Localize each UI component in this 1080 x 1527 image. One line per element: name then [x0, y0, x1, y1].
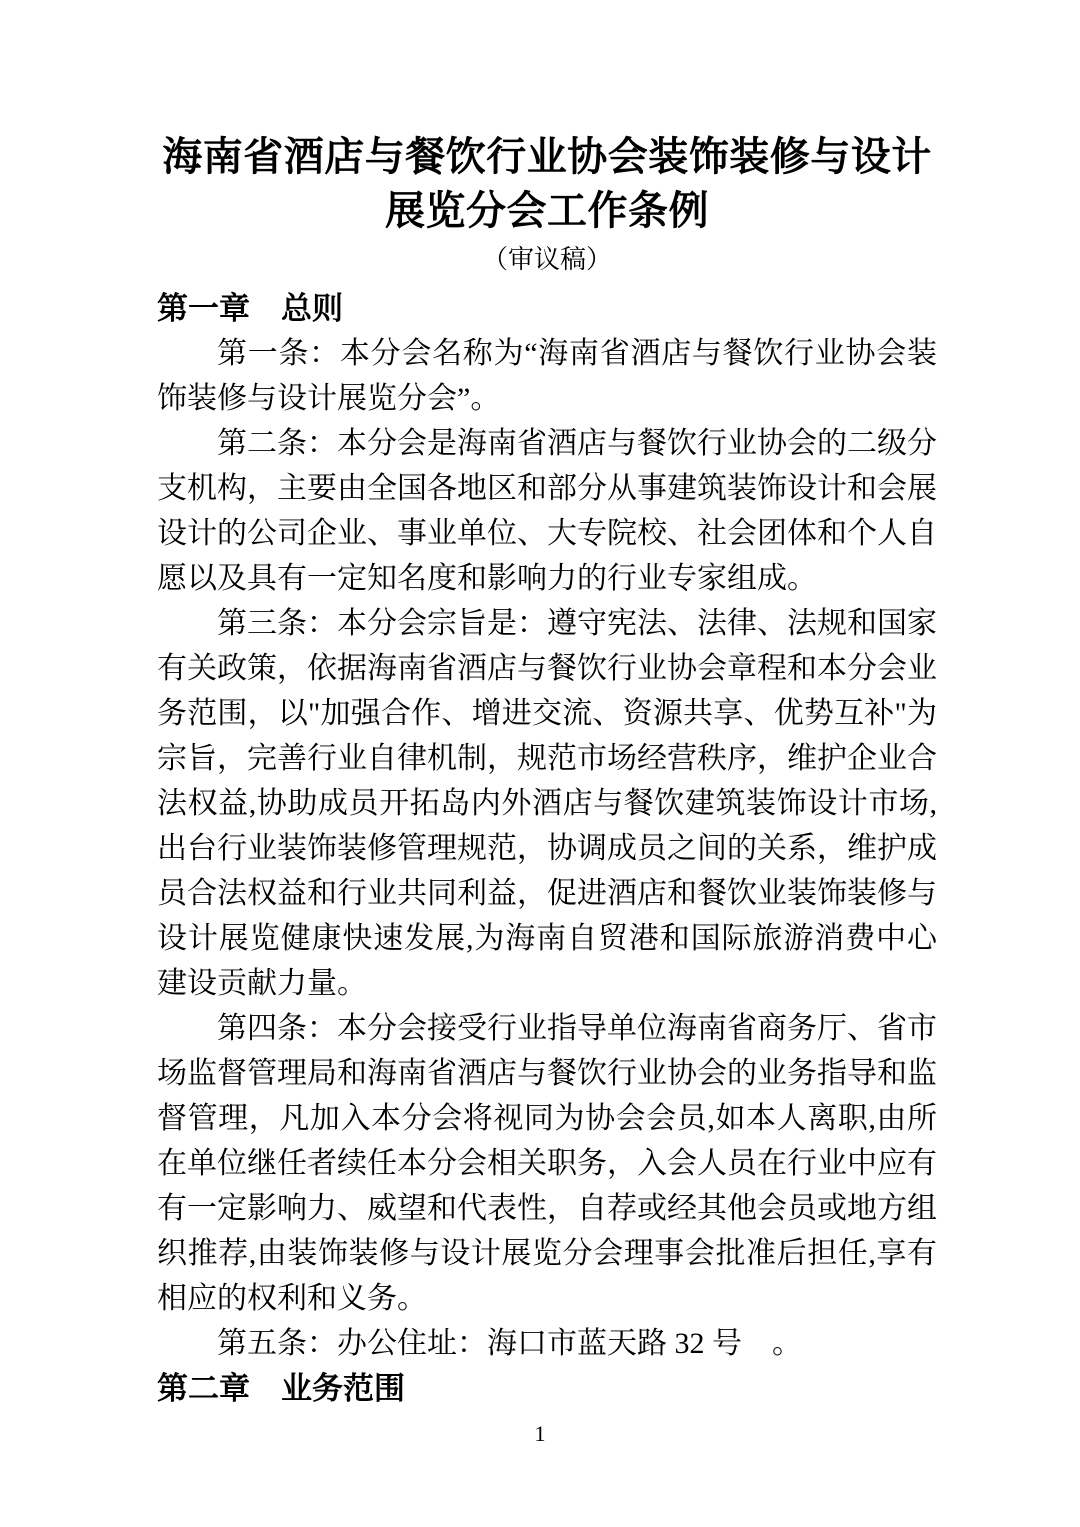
chapter-1-heading: 第一章 总则 — [157, 291, 343, 326]
article-2: 第二条：本分会是海南省酒店与餐饮行业协会的二级分支机构，主要由全国各地区和部分从事建筑装饰设计和会展设计的公司企业、事业单位、大专院校、社会团体和个人自愿以及具有一定知名度和影响力的行业专家组成。 — [157, 427, 937, 595]
article-4: 第四条：本分会接受行业指导单位海南省商务厅、省市场监督管理局和海南省酒店与餐饮行业协会的业务指导和监督管理，凡加入本分会将视同为协会会员,如本人离职,由所在单位继任者续任本分会相关职务，入会人员在行业中应有有一定影响力、威望和代表性，自荐或经其他会员或地方组织推荐,由装饰装修与设计展览分会理事会批准后担任,享有相应的权利和义务。 — [157, 1012, 937, 1315]
document-title — [157, 130, 937, 238]
article-1: 第一条：本分会名称为“海南省酒店与餐饮行业协会装饰装修与设计展览分会”。 — [157, 337, 937, 415]
page-number: 1 — [534, 1421, 546, 1446]
article-3: 第三条：本分会宗旨是：遵守宪法、法律、法规和国家有关政策，依据海南省酒店与餐饮行业协会章程和本分会业务范围，以"加强合作、增进交流、资源共享、优势互补"为宗旨，完善行业自律机制，规范市场经营秩序，维护企业合法权益,协助成员开拓岛内外酒店与餐饮建筑装饰设计市场,出台行业装饰装修管理规范，协调成员之间的关系，维护成员合法权益和行业共同利益，促进酒店和餐饮业装饰装修与设计展览健康快速发展,为海南自贸港和国际旅游消费中心建设贡献力量。 — [157, 607, 937, 1000]
chapter-2-heading: 第二章 业务范围 — [157, 1371, 405, 1406]
title-line-2: 展览分会工作条例 — [385, 188, 709, 233]
document-subtitle: （审议稿） — [481, 245, 612, 274]
title-line-1: 海南省酒店与餐饮行业协会装饰装修与设计 — [162, 134, 932, 179]
article-5: 第五条：办公住址：海口市蓝天路 32 号 。 — [217, 1327, 802, 1360]
